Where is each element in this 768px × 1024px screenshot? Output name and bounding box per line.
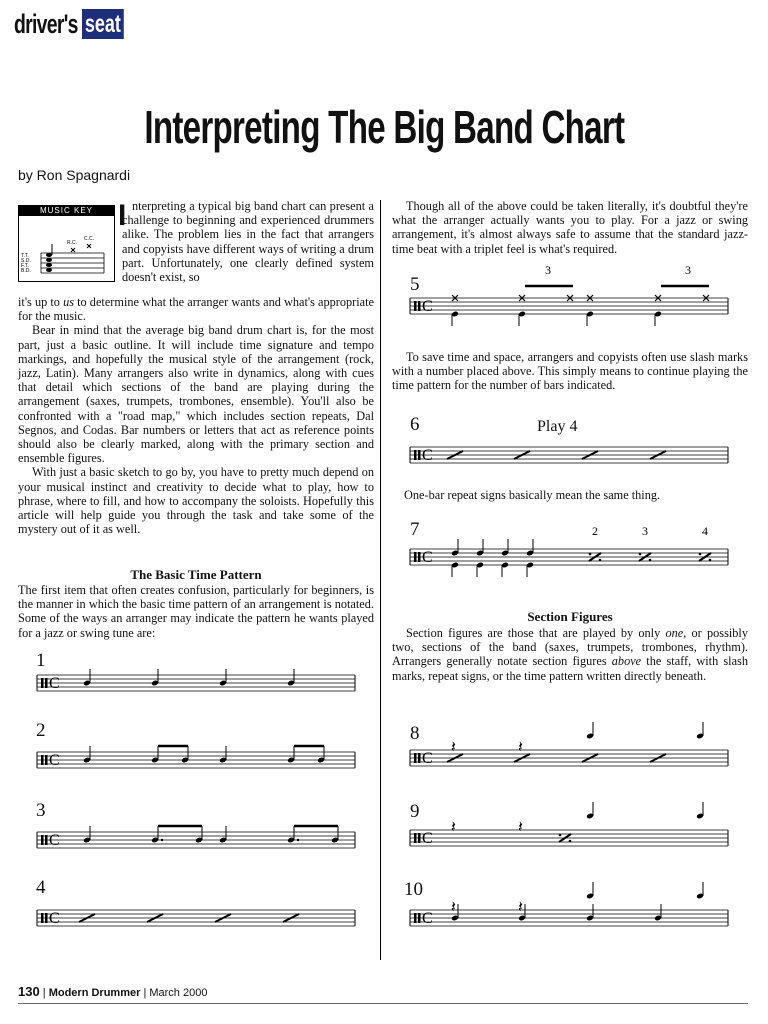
dropcap: I: [118, 199, 127, 232]
paragraph-bear-in-mind: Bear in mind that the average big band drum chart is, for the most part, just a basic outline. It will include time signature and tempo markings, and hopefully the musical style of the arrangement (rock, jazz, Latin). Many arrangers also write in dynamics, along with cues that detail which sections of the band are playing during the arrangement (saxes, trumpets, trombones, ensemble). You'll also be confronted with a "road map," which includes section repeats, Dal Segnos, and Codas. Bar numbers or letters that act as reference points should also be clearly marked, along with the primary section and ensemble figures.: [18, 323, 374, 466]
time-signature: C: [422, 298, 433, 315]
quarter-rest: 𝄽: [451, 737, 456, 756]
page-number: 130: [18, 984, 40, 999]
play-4-label: Play 4: [537, 418, 578, 435]
staff-example-8: [400, 720, 738, 790]
left-column-text: it's up to us to determine what the arranger wants and what's appropriate for the music. Bear in mind that the average big band drum chart is, for the most part, just a basic outline. It will include time signature and tempo markings, and hopefully the musical style of the arrangement (rock, jazz, Latin). Many arrangers also write in dynamics, along with cues that detail which sections of the band are playing during the arrangement (saxes, trumpets, trombones, ensemble). You'll also be confronted with a "road map," which includes section repeats, Dal Segnos, and Codas. Bar numbers or letters that act as reference points should also be clearly marked, along with the primary section and ensemble figures. With just a basic sketch to go by, you have to pretty much depend on your musical instinct and creativity to decide what to play, how to phrase, where to fill, and how to accompany the soloists. Hopefully this article will help guide you through the task and take some of the mystery out of it as well.: [18, 295, 375, 537]
measure-count: 2: [592, 524, 598, 538]
byline: by Ron Spagnardi: [18, 167, 131, 183]
time-signature: C: [49, 752, 60, 769]
percussion-clef: [414, 833, 417, 843]
example-number-7: 7: [410, 519, 420, 540]
quarter-rest: 𝄽: [518, 737, 523, 756]
percussion-clef: [41, 835, 44, 845]
staff-example-3: [27, 802, 365, 872]
percussion-clef: [414, 753, 417, 763]
time-signature: C: [49, 675, 60, 692]
staff-example-7: [400, 519, 738, 589]
footer-rule: [18, 1003, 748, 1004]
key-label-tt: T.T.: [21, 253, 29, 259]
logo-text-seat: seat: [82, 9, 124, 39]
percussion-clef: [414, 301, 417, 311]
paragraph-save-time: To save time and space, arrangers and copyists often use slash marks with a number placed above. This simply means to continue playing the time pattern for the number of bars indicated.: [392, 350, 748, 393]
example-number-10: 10: [404, 879, 423, 900]
staff-example-4: [27, 880, 365, 950]
key-label-sd: S.D.: [21, 258, 31, 264]
quarter-rest: 𝄽: [518, 817, 523, 836]
issue-date: March 2000: [149, 987, 208, 999]
quarter-rest: 𝄽: [518, 897, 523, 916]
percussion-clef: [41, 913, 44, 923]
example-number-5: 5: [410, 274, 420, 295]
magazine-name: Modern Drummer: [48, 987, 141, 999]
staff-example-6: [400, 417, 738, 487]
paragraph-section-figures: Section figures are those that are played by only one, or possibly two, sections of the band (saxes, trumpets, trombones, rhythm). Arrangers generally notate section figures above the staff, with slash marks, repeat signs, or the time pattern written directly beneath.: [392, 626, 748, 683]
time-signature: C: [422, 549, 433, 566]
example-number-4: 4: [36, 877, 46, 898]
percussion-clef: [41, 755, 44, 765]
time-signature: C: [422, 447, 433, 464]
music-key: [18, 205, 115, 282]
paragraph-basic-time: The first item that often creates confusion, particularly for beginners, is the manner in which the basic time pattern of an arrangement is notated. Some of the ways an arranger may indicate the pattern he wants played for a jazz or swing tune are:: [18, 583, 374, 640]
percussion-clef: [41, 678, 44, 688]
key-label-rc: R.C.: [67, 240, 77, 246]
percussion-clef: [414, 913, 417, 923]
paragraph-basic-sketch: With just a basic sketch to go by, you have to pretty much depend on your musical instinct and creativity to decide what to play, how to phrase, where to fill, and how to accompany the soloists. Hopefully this article will help guide you through the task and take some of the mystery out of it as well.: [18, 465, 374, 537]
paragraph-one-bar-repeat: One-bar repeat signs basically mean the same thing.: [404, 488, 661, 502]
music-key-title: MUSIC KEY: [19, 206, 114, 216]
music-key-staff: [19, 216, 114, 280]
heading-section-figures: Section Figures: [527, 609, 613, 624]
example-number-3: 3: [36, 800, 46, 821]
logo-text-drivers: driver's: [14, 8, 78, 39]
example-number-6: 6: [410, 414, 420, 435]
percussion-clef: [414, 552, 417, 562]
paragraph-though-all: Though all of the above could be taken literally, it's doubtful they're what the arranger actually wants you to play. For a jazz or swing arrangement, it's almost always safe to assume that the standard jazz-time beat with a triplet feel is what's required.: [392, 199, 748, 256]
page-footer: 130 | Modern Drummer | March 2000: [18, 984, 208, 999]
staff-example-5: [400, 263, 738, 338]
example-number-2: 2: [36, 720, 46, 741]
key-label-ft: F.T.: [21, 263, 29, 269]
time-signature: C: [422, 750, 433, 767]
measure-count: 3: [642, 524, 648, 538]
staff-example-10: [400, 880, 738, 950]
quarter-rest: 𝄽: [451, 897, 456, 916]
section-logo: [14, 6, 141, 42]
staff-example-2: [27, 722, 365, 792]
article-intro-wrapped: [118, 199, 374, 285]
example-number-9: 9: [410, 801, 420, 822]
key-label-cc: C.C.: [84, 236, 94, 242]
example-number-8: 8: [410, 723, 420, 744]
intro-paragraph: nterpreting a typical big band chart can present a challenge to beginning and experienced drummers alike. The problem lies in the fact that arrangers and copyists have different ways of writing a drum part. Unfortunately, one clearly defined system doesn't exist, so: [122, 199, 374, 285]
staff-example-1: [27, 645, 365, 715]
time-signature: C: [49, 910, 60, 927]
key-label-bd: B.D.: [21, 268, 31, 274]
staff-example-9: [400, 800, 738, 870]
article-title: Interpreting The Big Band Chart: [143, 101, 625, 153]
quarter-rest: 𝄽: [451, 817, 456, 836]
time-signature: C: [422, 910, 433, 927]
measure-count: 4: [702, 524, 708, 538]
time-signature: C: [422, 830, 433, 847]
example-number-1: 1: [36, 650, 46, 671]
triplet-mark: 3: [545, 263, 551, 277]
column-divider: [380, 200, 381, 960]
heading-basic-time-pattern: The Basic Time Pattern: [130, 567, 262, 582]
time-signature: C: [49, 832, 60, 849]
triplet-mark: 3: [685, 263, 691, 277]
percussion-clef: [414, 450, 417, 460]
